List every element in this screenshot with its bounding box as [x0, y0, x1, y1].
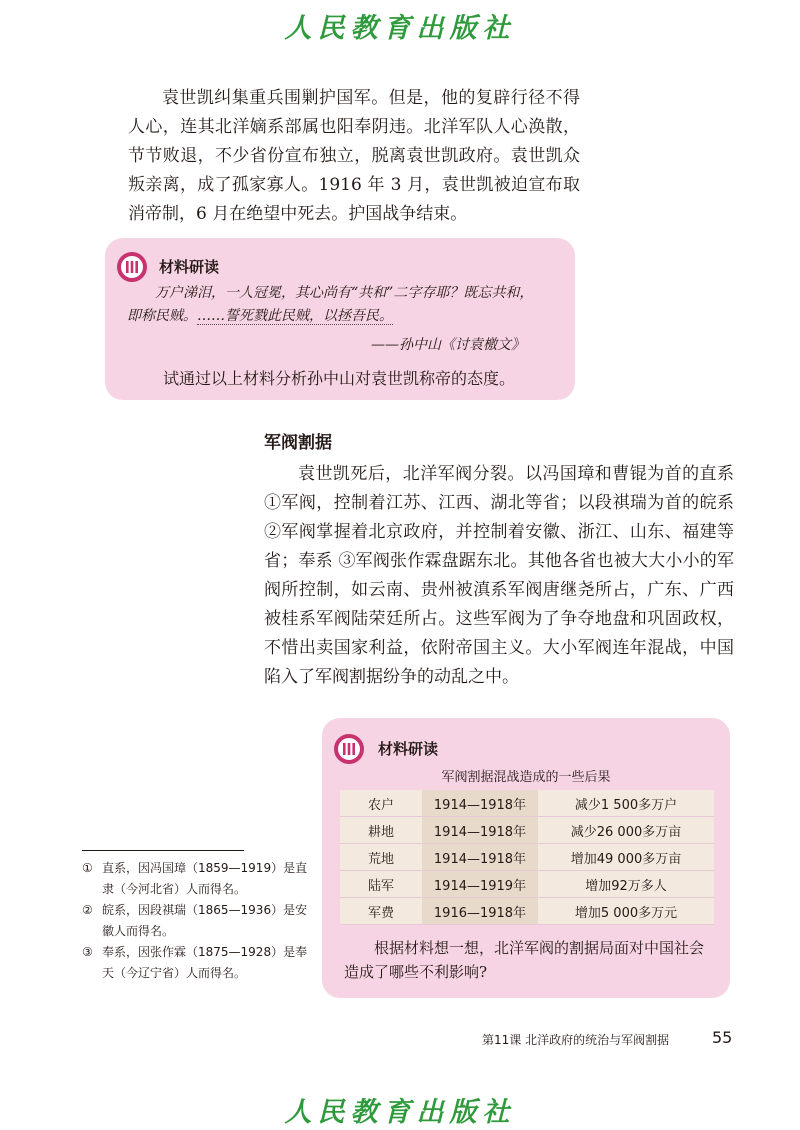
paragraph-text: 袁世凯死后，北洋军阀分裂。以冯国璋和曹锟为首的直系 ①军阀，控制着江苏、江西、湖北等省；以段祺瑞为首的皖系 ②军阀掌握着北京政府，并控制着安徽、浙江、山东、福建等省；奉系 ③军阀张作霖盘踞东北。其他各省也被大大小小的军阀所控制，如云南、贵州被滇系军阀唐继尧所占，广东、广西被桂系军阀陆荣廷所占。这些军阀为了争夺地盘和巩固政权，不惜出卖国家利益，依附帝国主义。大小军阀连年混战，中国陷入了军阀割据纷争的动乱之中。 — [264, 464, 734, 687]
publisher-logo-top: 人民教育出版社 — [284, 13, 516, 44]
section-heading: 军阀割据 — [264, 433, 332, 453]
table-cell-period: 1914—1919年 — [422, 871, 538, 898]
footnote-divider — [82, 850, 244, 851]
table-row — [340, 790, 714, 817]
table-cell-period: 1914—1918年 — [422, 817, 538, 844]
table-cell-change: 减少1 500多万户 — [538, 790, 714, 817]
material-reading-icon — [117, 252, 147, 282]
table-cell-change: 增加49 000多万亩 — [538, 844, 714, 871]
table-row — [340, 871, 714, 898]
table-cell-item: 荒地 — [340, 844, 422, 871]
box-heading: 材料研读 — [159, 258, 220, 276]
publisher-logo-bottom: 人民教育出版社 — [284, 1097, 516, 1128]
footnote-text: 皖系，因段祺瑞（1865—1936）是安徽人而得名。 — [102, 903, 308, 938]
sun-yatsen-quote — [127, 282, 547, 328]
material-reading-icon — [334, 734, 364, 764]
footnote-1 — [82, 858, 312, 900]
footnote-text: 奉系，因张作霖（1875—1928）是奉天（今辽宁省）人而得名。 — [102, 945, 308, 980]
page-number: 55 — [712, 1028, 733, 1047]
table-row — [340, 898, 714, 925]
table-cell-period: 1914—1918年 — [422, 844, 538, 871]
footnote-3 — [82, 942, 312, 984]
table-cell-item: 陆军 — [340, 871, 422, 898]
table-title: 军阀割据混战造成的一些后果 — [441, 770, 611, 785]
paragraph-text: 袁世凯纠集重兵围剿护国军。但是，他的复辟行径不得人心，连其北洋嫡系部属也阳奉阴违。北洋军队人心涣散，节节败退，不少省份宣布独立，脱离袁世凯政府。袁世凯众叛亲离，成了孤家寡人。1916 年 3 月，袁世凯被迫宣布取消帝制，6 月在绝望中死去。护国战争结束。 — [128, 88, 580, 224]
footnote-text: 直系，因冯国璋（1859—1919）是直隶（今河北省）人而得名。 — [102, 861, 308, 896]
footnote-mark: ① — [82, 861, 93, 875]
table-row — [340, 817, 714, 844]
consequences-table — [340, 790, 714, 925]
footnotes — [82, 858, 312, 984]
table-cell-period: 1914—1918年 — [422, 790, 538, 817]
paragraph-yuan-defeat — [128, 84, 580, 229]
footnote-mark: ③ — [82, 945, 93, 959]
table-cell-item: 农户 — [340, 790, 422, 817]
table-cell-item: 军费 — [340, 898, 422, 925]
box-question: 根据材料想一想，北洋军阀的割据局面对中国社会造成了哪些不利影响? — [344, 939, 705, 981]
table-cell-period: 1916—1918年 — [422, 898, 538, 925]
paragraph-warlords — [264, 460, 734, 692]
table-row — [340, 844, 714, 871]
running-footer-title: 第11课 北洋政府的统治与军阀割据 — [482, 1033, 670, 1047]
quote-attribution: ——孙中山《讨袁檄文》 — [371, 337, 525, 353]
box-heading: 材料研读 — [378, 740, 439, 758]
footnote-mark: ② — [82, 903, 93, 917]
quote-part-1: 万户涕泪，一人冠冕，其心尚有“共和”二字存耶？既忘共和，即称民贼。 — [127, 285, 534, 324]
table-cell-change: 增加92万多人 — [538, 871, 714, 898]
material-reading-box-2 — [322, 718, 730, 998]
footnote-2 — [82, 900, 312, 942]
material-reading-box-1 — [105, 238, 575, 400]
quote-part-2: ……誓死戮此民贼，以拯吾民。 — [197, 308, 393, 324]
box-question: 试通过以上材料分析孙中山对袁世凯称帝的态度。 — [163, 369, 516, 388]
table-cell-item: 耕地 — [340, 817, 422, 844]
table-cell-change: 减少26 000多万亩 — [538, 817, 714, 844]
table-cell-change: 增加5 000多万元 — [538, 898, 714, 925]
